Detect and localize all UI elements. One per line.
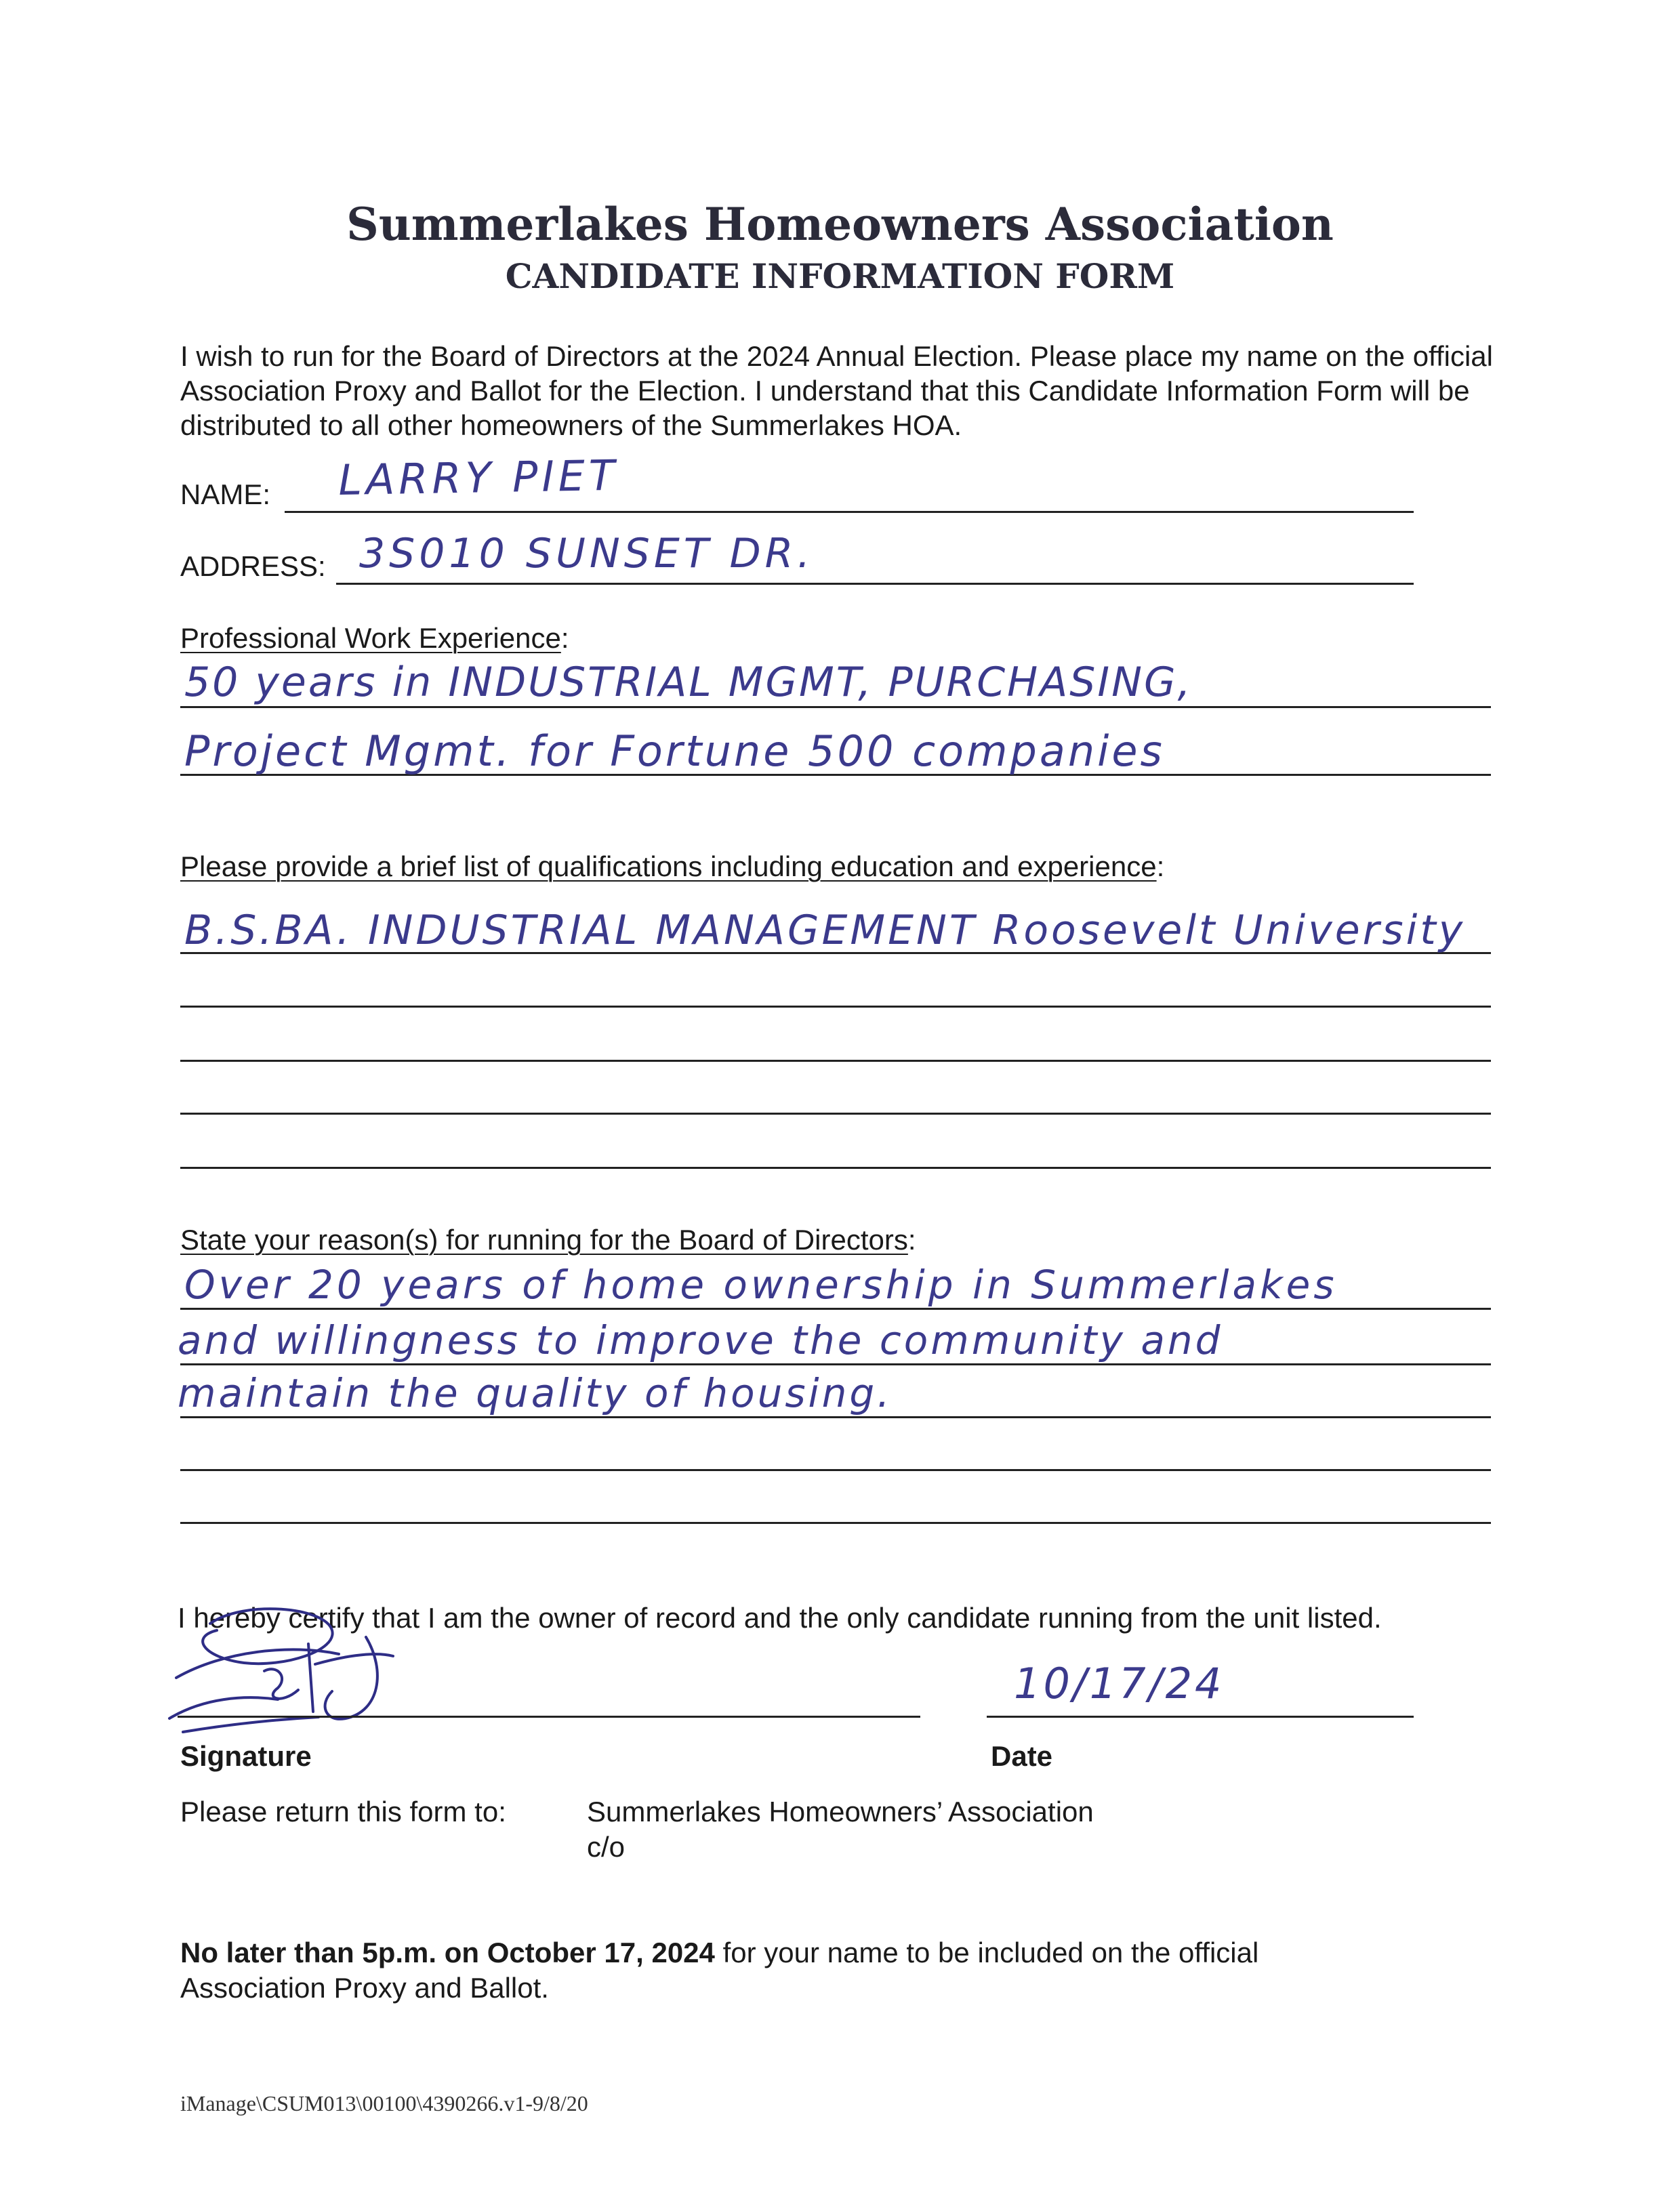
name-value[interactable]: LARRY PIET (337, 450, 619, 505)
qualifications-line-3 (180, 1060, 1491, 1062)
address-label: ADDRESS: (180, 550, 326, 582)
signature-scribble (163, 1603, 488, 1739)
reasons-text-2[interactable]: and willingness to improve the community and (178, 1317, 1223, 1363)
certification-text: I hereby certify that I am the owner of record and the only candidate running from the unit listed. (178, 1602, 1382, 1634)
date-label: Date (991, 1740, 1053, 1772)
qualifications-line-4 (180, 1113, 1491, 1115)
deadline-line-2: Association Proxy and Ballot. (180, 1972, 549, 2004)
reasons-line-5 (180, 1522, 1491, 1524)
return-label: Please return this form to: (180, 1796, 506, 1828)
reasons-line-4 (180, 1469, 1491, 1471)
reasons-line-1 (180, 1308, 1491, 1310)
reasons-line-2 (180, 1363, 1491, 1365)
signature-line (178, 1716, 920, 1718)
date-value[interactable]: 10/17/24 (1014, 1659, 1225, 1708)
qualifications-line-2 (180, 1006, 1491, 1008)
address-value[interactable]: 3S010 SUNSET DR. (359, 530, 815, 577)
org-name: Summerlakes Homeowners Association (346, 198, 1334, 251)
qualifications-text-1[interactable]: B.S.BA. INDUSTRIAL MANAGEMENT Roosevelt University (184, 907, 1466, 954)
return-line-1: Summerlakes Homeowners’ Association (587, 1796, 1094, 1828)
reasons-line-3 (180, 1416, 1491, 1418)
intro-paragraph: I wish to run for the Board of Directors at the 2024 Annual Election. Please place my name on the official Association Proxy and Ballot for the Election. I understand that this Candidate Information Form will be distributed to all other homeowners of the Summerlakes HOA. (180, 340, 1493, 441)
signature-label: Signature (180, 1740, 312, 1772)
reasons-text-3[interactable]: maintain the quality of housing. (178, 1370, 893, 1416)
experience-text-1[interactable]: 50 years in INDUSTRIAL MGMT, PURCHASING, (184, 659, 1193, 706)
qualifications-line-5 (180, 1167, 1491, 1169)
experience-text-2[interactable]: Project Mgmt. for Fortune 500 companies (184, 726, 1165, 776)
form-title: CANDIDATE INFORMATION FORM (505, 256, 1175, 296)
return-line-2: c/o (587, 1831, 626, 1863)
experience-line-1 (180, 706, 1491, 708)
name-label: NAME: (180, 478, 271, 510)
address-line (336, 583, 1414, 585)
document-id: iManage\CSUM013\00100\4390266.v1-9/8/20 (180, 2091, 588, 2115)
deadline-line-1: No later than 5p.m. on October 17, 2024 for your name to be included on the official (180, 1937, 1259, 1968)
deadline-emphasis: No later than 5p.m. on October 17, 2024 (180, 1937, 715, 1968)
reasons-label: State your reason(s) for running for the Board of Directors: (180, 1224, 916, 1256)
experience-label: Professional Work Experience: (180, 622, 569, 654)
date-line (987, 1716, 1414, 1718)
reasons-text-1[interactable]: Over 20 years of home ownership in Summerlakes (184, 1262, 1338, 1308)
name-line (285, 511, 1414, 513)
qualifications-label: Please provide a brief list of qualifications including education and experience: (180, 850, 1165, 882)
